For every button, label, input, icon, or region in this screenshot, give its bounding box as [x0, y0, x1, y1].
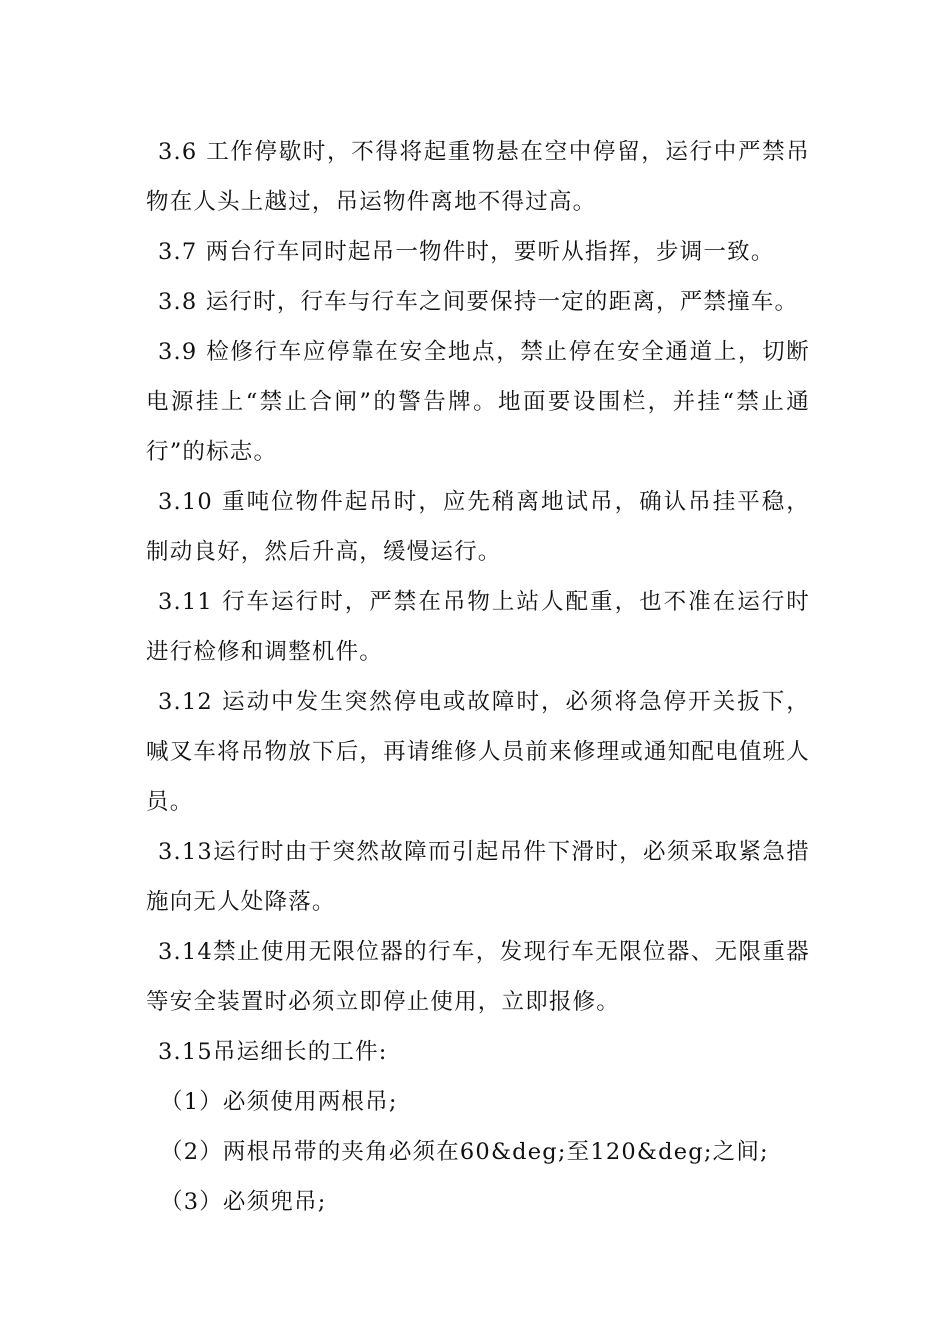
- paragraph-3-9: 3.9 检修行车应停靠在安全地点，禁止停在安全通道上，切断电源挂上“禁止合闸”的警告牌。地面要设围栏，并挂“禁止通行”的标志。: [146, 339, 810, 465]
- paragraph-3-14: 3.14禁止使用无限位器的行车，发现行车无限位器、无限重器等安全装置时必须立即停止使用，立即报修。: [146, 939, 810, 1015]
- paragraph-3-6: 3.6 工作停歇时，不得将起重物悬在空中停留，运行中严禁吊物在人头上越过，吊运物件离地不得过高。: [146, 139, 810, 215]
- paragraph-3-11: 3.11 行车运行时，严禁在吊物上站人配重，也不准在运行时进行检修和调整机件。: [146, 589, 810, 665]
- paragraph-3-15: 3.15吊运细长的工件:: [158, 1039, 388, 1065]
- document-body: [146, 127, 810, 1227]
- paragraph-3-13: 3.13运行时由于突然故障而引起吊件下滑时，必须采取紧急措施向无人处降落。: [146, 839, 810, 915]
- paragraph-3-10: 3.10 重吨位物件起吊时，应先稍离地试吊，确认吊挂平稳，制动良好，然后升高，缓慢运行。: [146, 489, 810, 565]
- list-item: （2）两根吊带的夹角必须在60&deg;至120&deg;之间;: [160, 1139, 769, 1165]
- paragraph-3-12: 3.12 运动中发生突然停电或故障时，必须将急停开关扳下，喊叉车将吊物放下后，再请维修人员前来修理或通知配电值班人员。: [146, 689, 810, 815]
- list-item: （3）必须兜吊;: [160, 1189, 327, 1215]
- paragraph-3-8: 3.8 运行时，行车与行车之间要保持一定的距离，严禁撞车。: [158, 289, 799, 315]
- list-item: （1）必须使用两根吊;: [160, 1089, 398, 1115]
- paragraph-3-7: 3.7 两台行车同时起吊一物件时，要听从指挥，步调一致。: [158, 239, 775, 265]
